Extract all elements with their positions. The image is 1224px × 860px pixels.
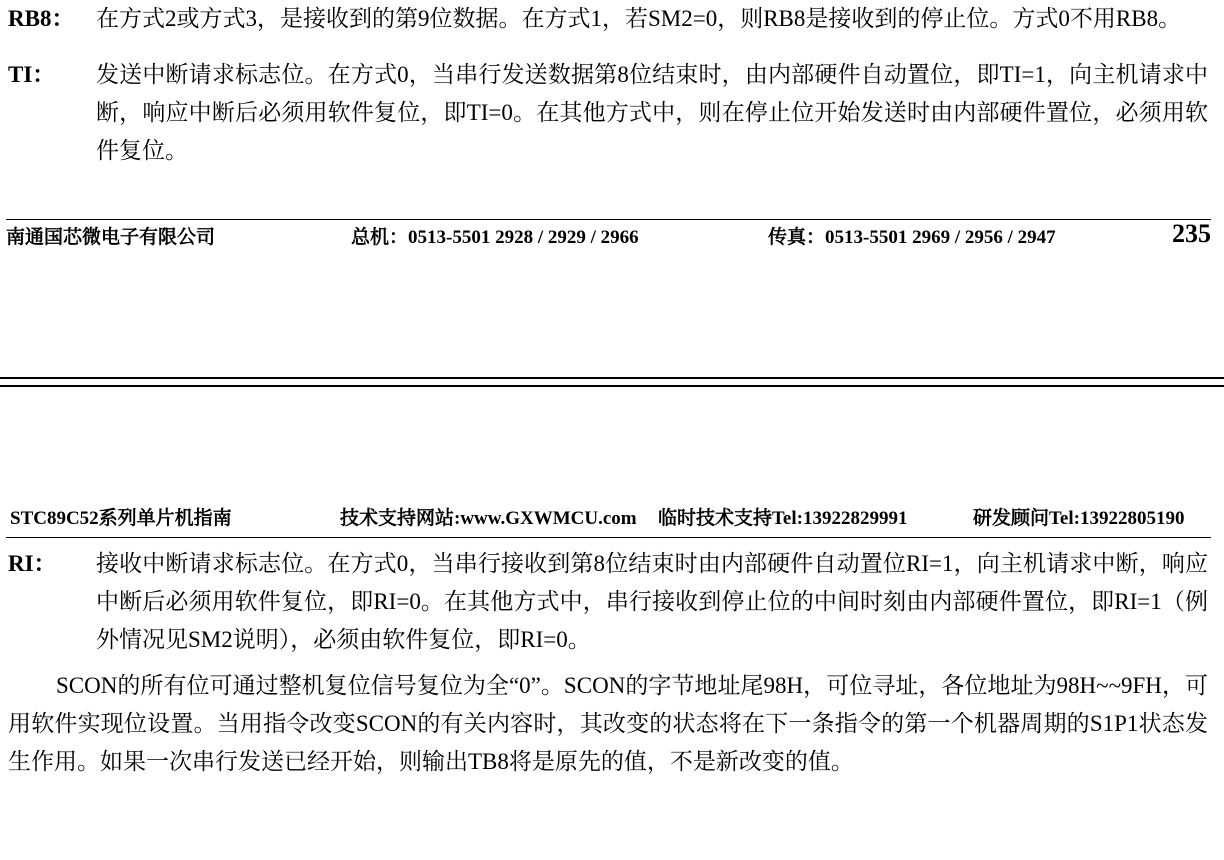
page-header: [10, 504, 1215, 534]
definition-entry-ti: [8, 56, 1208, 170]
footer-company-name: 南通国芯微电子有限公司: [6, 227, 216, 248]
definition-entry-rb8: [8, 0, 1208, 38]
definition-entry-ri: [8, 545, 1208, 659]
definition-term-ri: RI：: [8, 551, 57, 576]
definition-text-rb8: 在方式2或方式3，是接收到的第9位数据。在方式1，若SM2=0，则RB8是接收到的停止位。方式0不用RB8。: [96, 6, 1182, 31]
footer-switchboard: 总机：0513-5501 2928 / 2929 / 2966: [351, 227, 639, 248]
page-footer: [6, 219, 1211, 252]
header-divider-rule: [6, 537, 1211, 538]
footer-divider-rule: [6, 219, 1211, 220]
top-content-block: [8, 0, 1208, 170]
footer-page-number: 235: [1172, 219, 1211, 248]
bottom-content-block: [8, 545, 1208, 781]
body-paragraph-scon: SCON的所有位可通过整机复位信号复位为全“0”。SCON的字节地址尾98H，可位寻址，各位地址为98H~~9FH，可用软件实现位设置。当用指令改变SCON的有关内容时，其改变的状态将在下一条指令的第一个机器周期的S1P1状态发生作用。如果一次串行发送已经开始，则输出TB8将是原先的值，不是新改变的值。: [8, 673, 1208, 774]
header-book-title: STC89C52系列单片机指南: [10, 508, 232, 529]
header-consultant: 研发顾问Tel:13922805190: [973, 508, 1185, 529]
page-separator-line-top: [0, 377, 1224, 379]
definition-term-ti: TI：: [8, 62, 56, 87]
definition-term-rb8: RB8：: [8, 6, 75, 31]
definition-text-ri: 接收中断请求标志位。在方式0，当串行接收到第8位结束时由内部硬件自动置位RI=1，向主机请求中断，响应中断后必须用软件复位，即RI=0。在其他方式中，串行接收到停止位的中间时刻由内部硬件置位，即RI=1（例外情况见SM2说明），必须由软件复位，即RI=0。: [96, 551, 1208, 652]
header-temp-support: 临时技术支持Tel:13922829991: [658, 508, 908, 529]
page-separator-line-bottom: [0, 385, 1224, 387]
footer-fax: 传真：0513-5501 2969 / 2956 / 2947: [768, 227, 1056, 248]
definition-text-ti: 发送中断请求标志位。在方式0，当串行发送数据第8位结束时，由内部硬件自动置位，即TI=1，向主机请求中断，响应中断后必须用软件复位，即TI=0。在其他方式中，则在停止位开始发送时由内部硬件置位，必须用软件复位。: [96, 62, 1208, 163]
header-support-site: 技术支持网站:www.GXWMCU.com: [340, 508, 637, 529]
